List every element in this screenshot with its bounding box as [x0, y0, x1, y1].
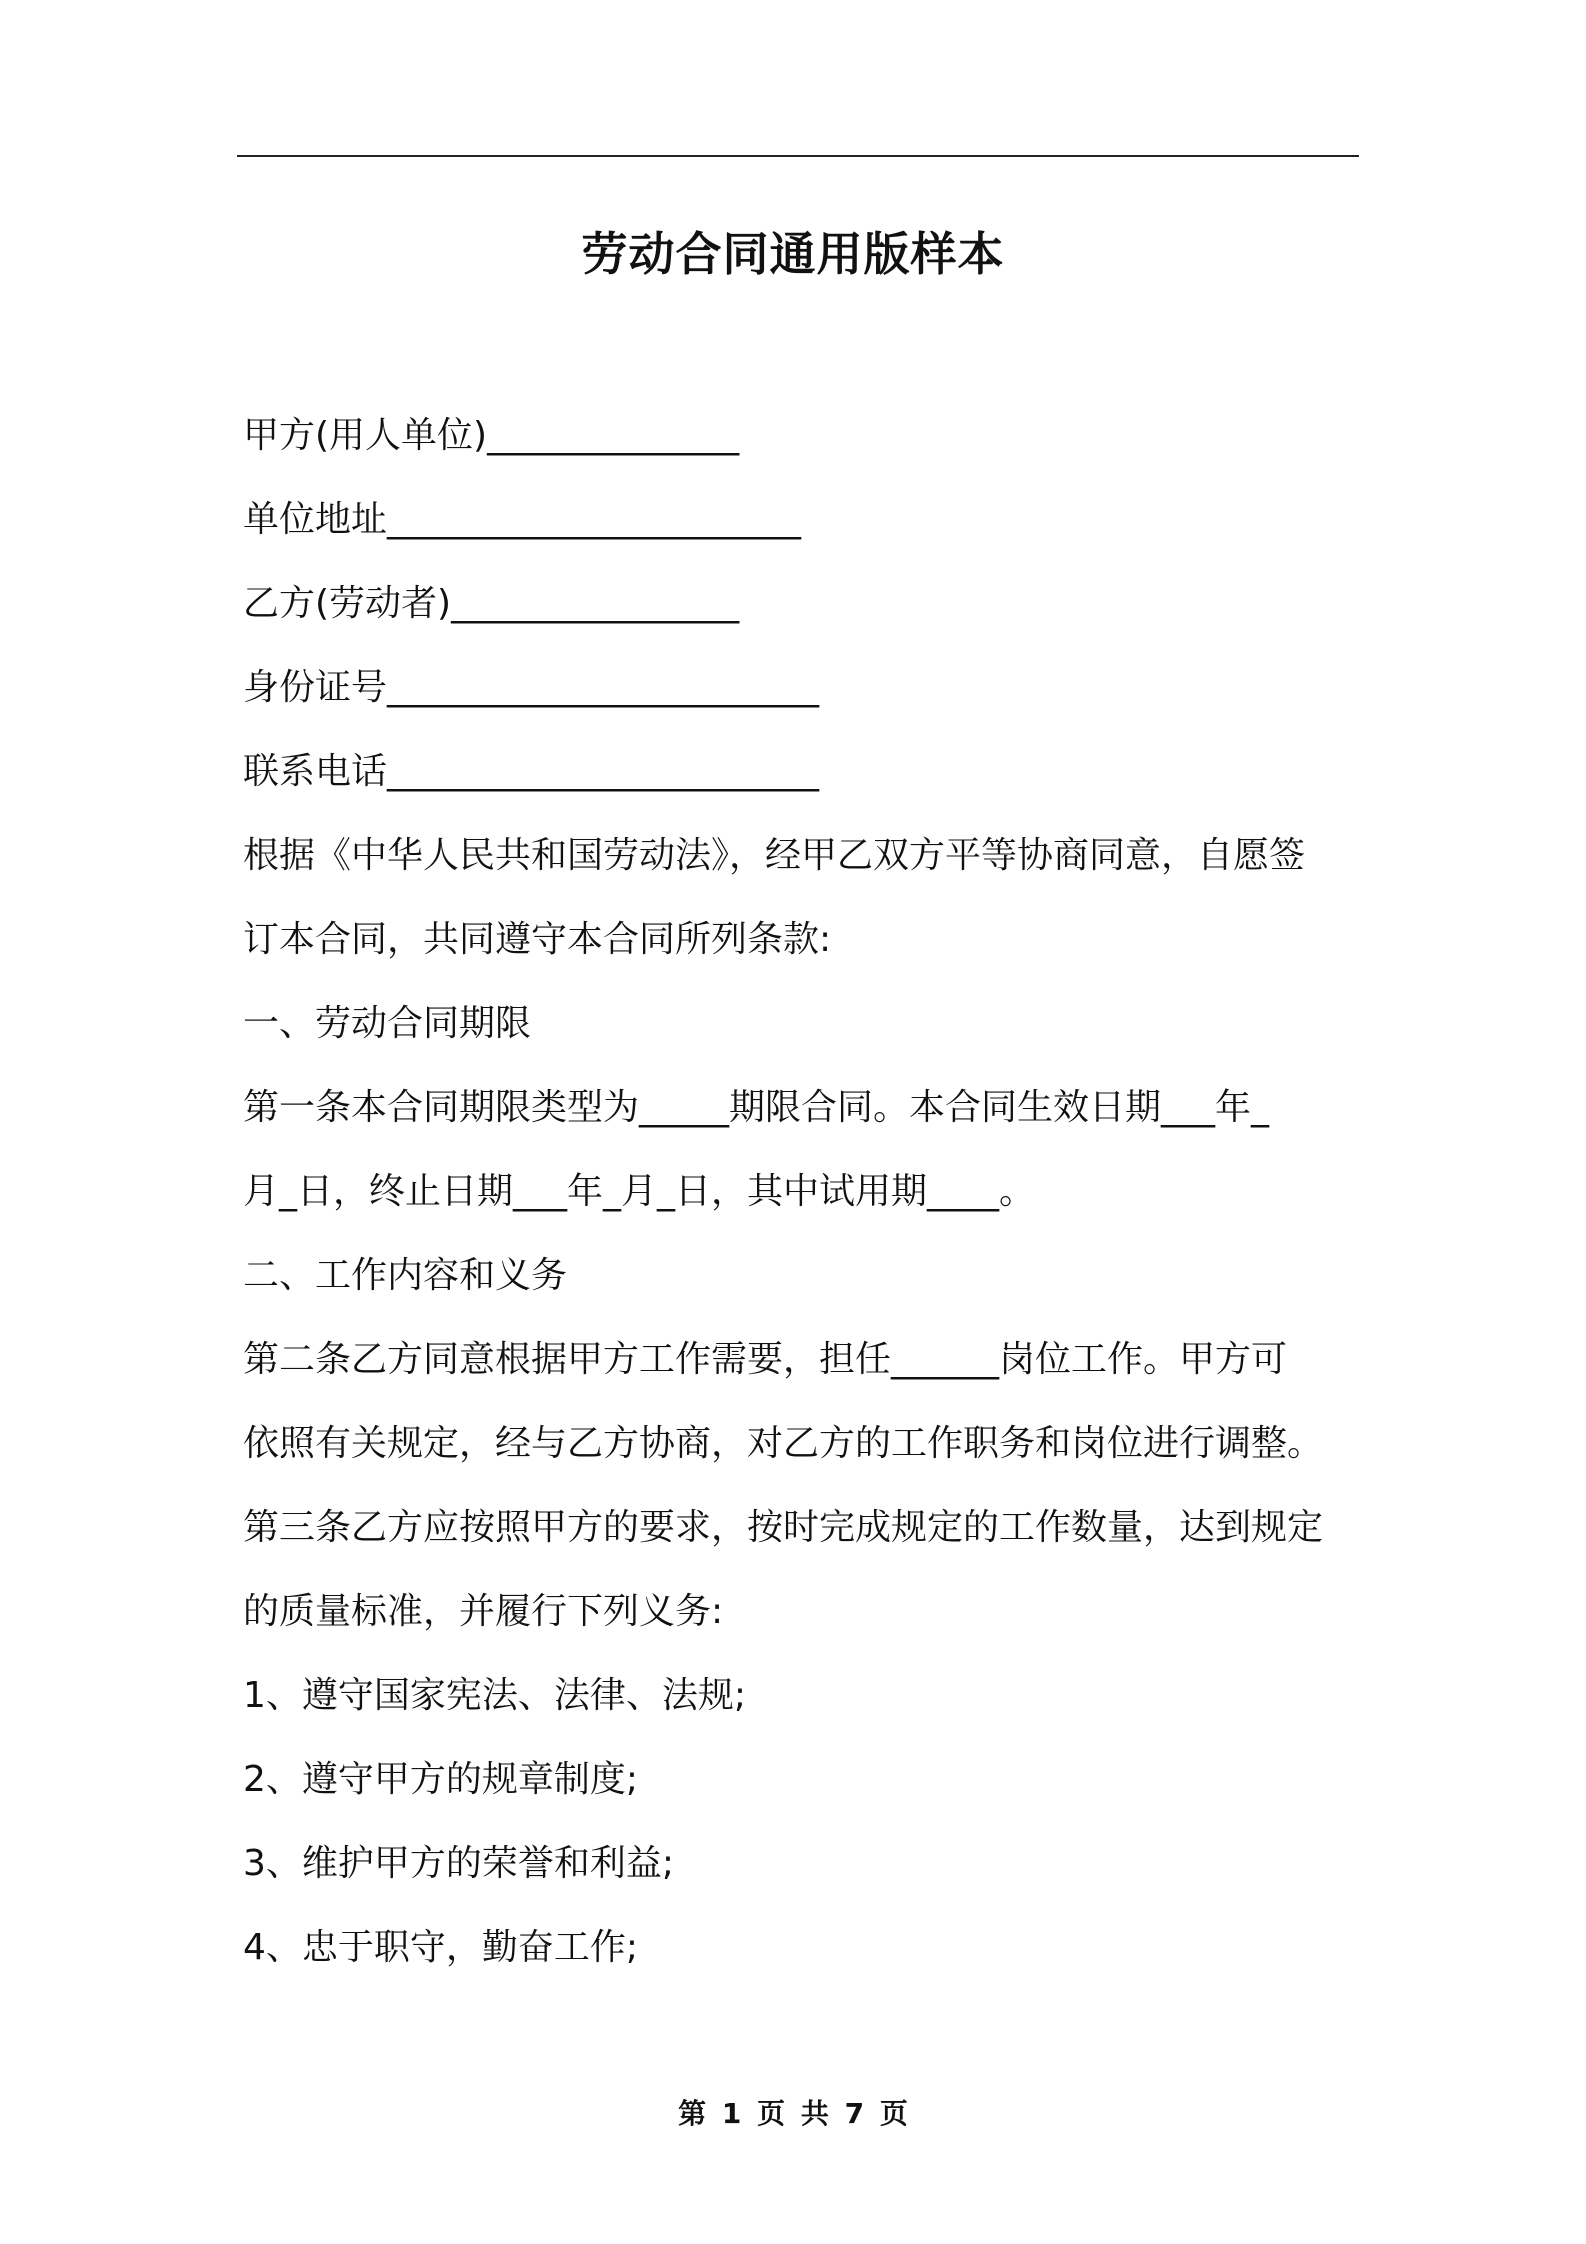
section-heading-duties: 二、工作内容和义务 — [243, 1255, 568, 1296]
article-1-line-2: 月_日，终止日期___年_月_日，其中试用期____。 — [243, 1171, 1036, 1212]
document-title: 劳动合同通用版样本 — [581, 227, 1005, 281]
article-3-line-1: 第三条乙方应按照甲方的要求，按时完成规定的工作数量，达到规定 — [243, 1507, 1324, 1548]
obligation-item-2: 2、遵守甲方的规章制度; — [243, 1759, 639, 1800]
obligation-item-4: 4、忠于职守，勤奋工作; — [243, 1927, 639, 1968]
article-1-line-1: 第一条本合同期限类型为_____期限合同。本合同生效日期___年_ — [243, 1087, 1270, 1128]
article-3-line-2: 的质量标准，并履行下列义务: — [243, 1591, 724, 1632]
preamble-line-1: 根据《中华人民共和国劳动法》，经甲乙双方平等协商同意，自愿签 — [243, 835, 1306, 876]
obligation-item-1: 1、遵守国家宪法、法律、法规; — [243, 1675, 747, 1716]
party-b-line: 乙方(劳动者)________________ — [243, 583, 740, 624]
preamble-line-2: 订本合同，共同遵守本合同所列条款: — [243, 919, 832, 960]
page-number-footer: 第 1 页 共 7 页 — [678, 2097, 908, 2130]
header-divider — [237, 155, 1359, 157]
phone-line: 联系电话________________________ — [243, 751, 820, 792]
obligation-item-3: 3、维护甲方的荣誉和利益; — [243, 1843, 675, 1884]
article-2-line-2: 依照有关规定，经与乙方协商，对乙方的工作职务和岗位进行调整。 — [243, 1423, 1324, 1464]
address-line: 单位地址_______________________ — [243, 499, 802, 540]
party-a-line: 甲方(用人单位)______________ — [243, 415, 740, 456]
article-2-line-1: 第二条乙方同意根据甲方工作需要，担任______岗位工作。甲方可 — [243, 1339, 1288, 1380]
id-number-line: 身份证号________________________ — [243, 667, 820, 708]
section-heading-term: 一、劳动合同期限 — [243, 1003, 532, 1044]
